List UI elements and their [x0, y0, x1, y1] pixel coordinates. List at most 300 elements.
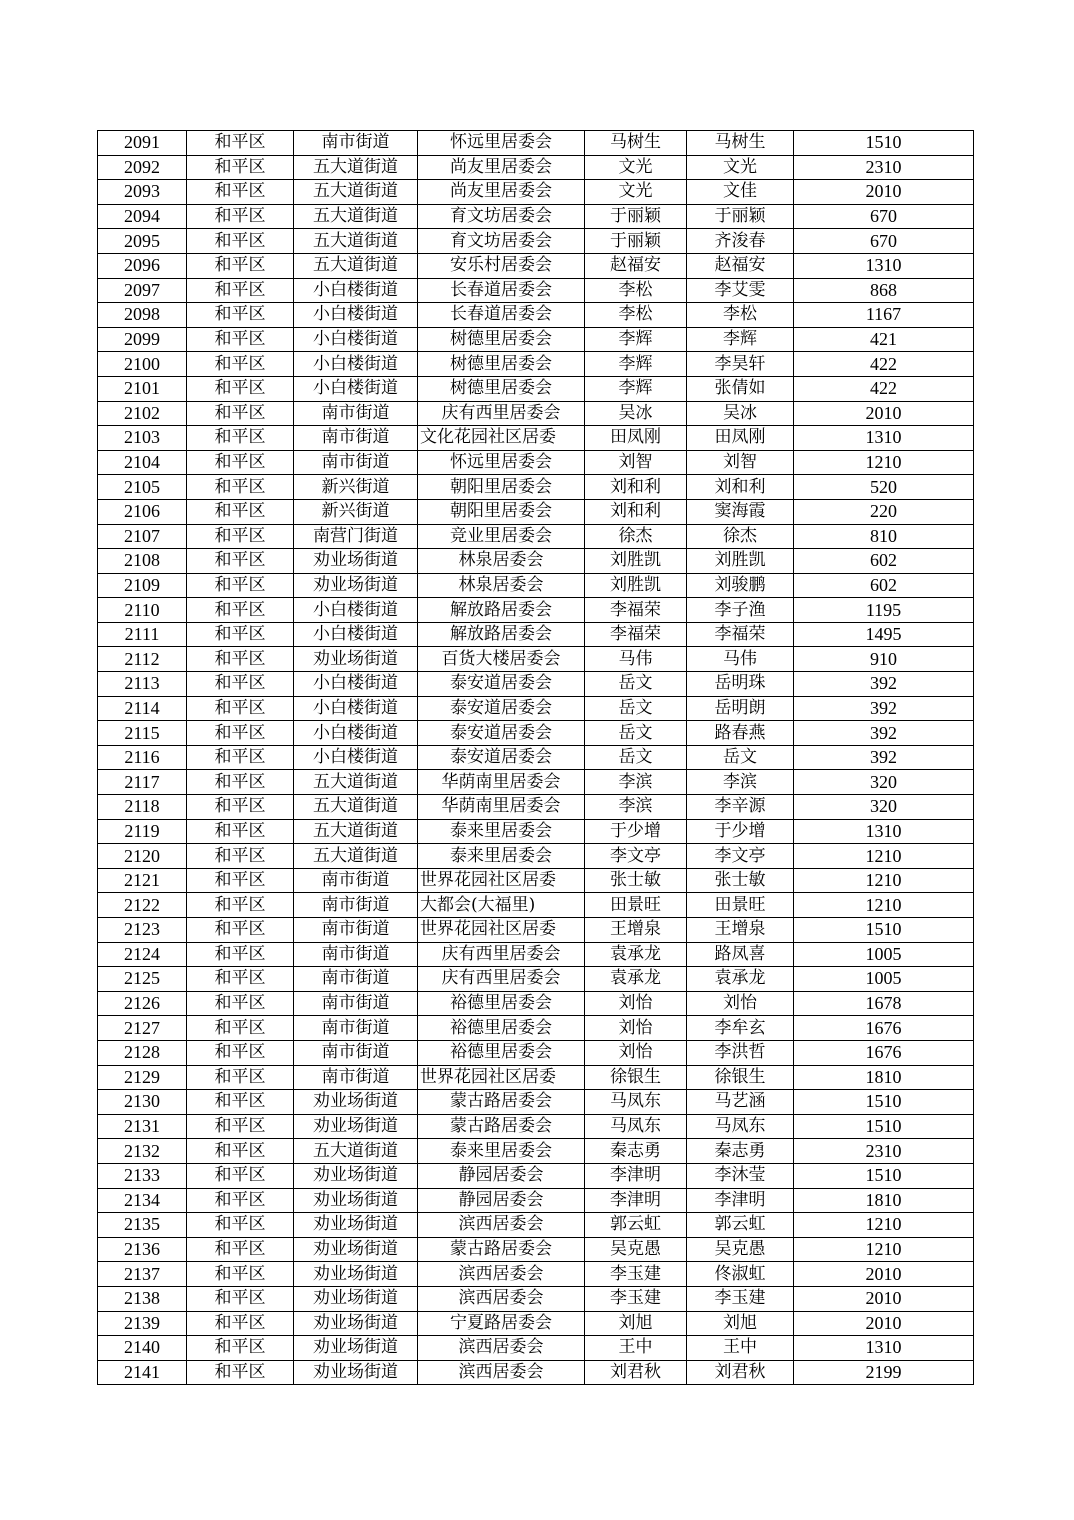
table-row: [98, 204, 974, 229]
row-number-cell: 2138: [98, 1286, 187, 1311]
district-cell: 和平区: [187, 868, 294, 893]
committee-cell: 尚友里居委会: [418, 155, 585, 180]
street-cell: 五大道街道: [294, 1139, 418, 1164]
applicant-cell: 李津明: [585, 1188, 687, 1213]
applicant-cell: 岳文: [585, 745, 687, 770]
district-cell: 和平区: [187, 1163, 294, 1188]
table-row: [98, 1213, 974, 1238]
committee-cell: 泰来里居委会: [418, 819, 585, 844]
member-cell: 田景旺: [687, 893, 794, 918]
street-cell: 劝业场街道: [294, 549, 418, 574]
table-row: [98, 598, 974, 623]
row-number-cell: 2137: [98, 1262, 187, 1287]
row-number-cell: 2131: [98, 1114, 187, 1139]
district-cell: 和平区: [187, 450, 294, 475]
row-number-cell: 2112: [98, 647, 187, 672]
amount-cell: 1167: [794, 303, 974, 328]
district-cell: 和平区: [187, 1090, 294, 1115]
committee-cell: 静园居委会: [418, 1188, 585, 1213]
street-cell: 南市街道: [294, 1016, 418, 1041]
committee-cell: 蒙古路居委会: [418, 1114, 585, 1139]
committee-cell: 朝阳里居委会: [418, 475, 585, 500]
amount-cell: 2010: [794, 1311, 974, 1336]
committee-cell: 滨西居委会: [418, 1262, 585, 1287]
amount-cell: 670: [794, 204, 974, 229]
applicant-cell: 刘胜凯: [585, 573, 687, 598]
applicant-cell: 岳文: [585, 696, 687, 721]
member-cell: 李沐莹: [687, 1163, 794, 1188]
committee-cell: 滨西居委会: [418, 1336, 585, 1361]
street-cell: 劝业场街道: [294, 573, 418, 598]
committee-cell: 怀远里居委会: [418, 450, 585, 475]
amount-cell: 320: [794, 795, 974, 820]
district-cell: 和平区: [187, 524, 294, 549]
table-row: [98, 795, 974, 820]
district-cell: 和平区: [187, 327, 294, 352]
row-number-cell: 2116: [98, 745, 187, 770]
row-number-cell: 2133: [98, 1163, 187, 1188]
table-row: [98, 376, 974, 401]
row-number-cell: 2106: [98, 499, 187, 524]
district-cell: 和平区: [187, 721, 294, 746]
row-number-cell: 2121: [98, 868, 187, 893]
member-cell: 王中: [687, 1336, 794, 1361]
committee-cell: 长春道居委会: [418, 278, 585, 303]
committee-cell: 林泉居委会: [418, 549, 585, 574]
amount-cell: 1210: [794, 1237, 974, 1262]
district-cell: 和平区: [187, 622, 294, 647]
row-number-cell: 2091: [98, 131, 187, 156]
table-row: [98, 1262, 974, 1287]
committee-cell: 怀远里居委会: [418, 131, 585, 156]
row-number-cell: 2129: [98, 1065, 187, 1090]
applicant-cell: 王中: [585, 1336, 687, 1361]
street-cell: 小白楼街道: [294, 745, 418, 770]
row-number-cell: 2139: [98, 1311, 187, 1336]
row-number-cell: 2110: [98, 598, 187, 623]
table-row: [98, 696, 974, 721]
district-cell: 和平区: [187, 1016, 294, 1041]
street-cell: 劝业场街道: [294, 1336, 418, 1361]
committee-cell: 长春道居委会: [418, 303, 585, 328]
amount-cell: 1510: [794, 1114, 974, 1139]
applicant-cell: 徐杰: [585, 524, 687, 549]
committee-cell: 泰安道居委会: [418, 745, 585, 770]
street-cell: 小白楼街道: [294, 721, 418, 746]
amount-cell: 220: [794, 499, 974, 524]
amount-cell: 1678: [794, 991, 974, 1016]
committee-cell: 宁夏路居委会: [418, 1311, 585, 1336]
amount-cell: 422: [794, 352, 974, 377]
street-cell: 南市街道: [294, 967, 418, 992]
table-row: [98, 893, 974, 918]
district-cell: 和平区: [187, 1286, 294, 1311]
street-cell: 小白楼街道: [294, 352, 418, 377]
street-cell: 五大道街道: [294, 844, 418, 869]
committee-cell: 树德里居委会: [418, 327, 585, 352]
amount-cell: 392: [794, 672, 974, 697]
amount-cell: 1210: [794, 450, 974, 475]
district-cell: 和平区: [187, 1114, 294, 1139]
street-cell: 小白楼街道: [294, 327, 418, 352]
applicant-cell: 于少增: [585, 819, 687, 844]
member-cell: 岳文: [687, 745, 794, 770]
table-row: [98, 770, 974, 795]
applicant-cell: 岳文: [585, 721, 687, 746]
applicant-cell: 马凤东: [585, 1090, 687, 1115]
applicant-cell: 吴冰: [585, 401, 687, 426]
committee-cell: 林泉居委会: [418, 573, 585, 598]
member-cell: 刘旭: [687, 1311, 794, 1336]
applicant-cell: 李玉建: [585, 1262, 687, 1287]
street-cell: 五大道街道: [294, 155, 418, 180]
member-cell: 齐浚春: [687, 229, 794, 254]
amount-cell: 2010: [794, 1286, 974, 1311]
applicant-cell: 田凤刚: [585, 426, 687, 451]
table-row: [98, 745, 974, 770]
district-cell: 和平区: [187, 204, 294, 229]
row-number-cell: 2107: [98, 524, 187, 549]
row-number-cell: 2126: [98, 991, 187, 1016]
amount-cell: 810: [794, 524, 974, 549]
row-number-cell: 2118: [98, 795, 187, 820]
committee-cell: 世界花园社区居委: [418, 1065, 585, 1090]
district-cell: 和平区: [187, 967, 294, 992]
member-cell: 文佳: [687, 180, 794, 205]
member-cell: 刘怡: [687, 991, 794, 1016]
applicant-cell: 刘怡: [585, 991, 687, 1016]
street-cell: 小白楼街道: [294, 672, 418, 697]
row-number-cell: 2124: [98, 942, 187, 967]
table-row: [98, 1163, 974, 1188]
amount-cell: 1005: [794, 967, 974, 992]
table-row: [98, 967, 974, 992]
committee-cell: 解放路居委会: [418, 622, 585, 647]
amount-cell: 2010: [794, 1262, 974, 1287]
district-cell: 和平区: [187, 180, 294, 205]
member-cell: 李松: [687, 303, 794, 328]
row-number-cell: 2108: [98, 549, 187, 574]
applicant-cell: 岳文: [585, 672, 687, 697]
member-cell: 李滨: [687, 770, 794, 795]
row-number-cell: 2109: [98, 573, 187, 598]
row-number-cell: 2113: [98, 672, 187, 697]
row-number-cell: 2123: [98, 918, 187, 943]
street-cell: 五大道街道: [294, 819, 418, 844]
district-cell: 和平区: [187, 155, 294, 180]
table-row: [98, 475, 974, 500]
applicant-cell: 马伟: [585, 647, 687, 672]
committee-cell: 竞业里居委会: [418, 524, 585, 549]
amount-cell: 1005: [794, 942, 974, 967]
amount-cell: 1310: [794, 1336, 974, 1361]
street-cell: 南市街道: [294, 450, 418, 475]
amount-cell: 670: [794, 229, 974, 254]
applicant-cell: 李辉: [585, 352, 687, 377]
committee-cell: 育文坊居委会: [418, 204, 585, 229]
amount-cell: 2010: [794, 401, 974, 426]
member-cell: 秦志勇: [687, 1139, 794, 1164]
applicant-cell: 吴克愚: [585, 1237, 687, 1262]
street-cell: 劝业场街道: [294, 1262, 418, 1287]
table-row: [98, 303, 974, 328]
committee-cell: 静园居委会: [418, 1163, 585, 1188]
street-cell: 劝业场街道: [294, 1188, 418, 1213]
district-cell: 和平区: [187, 672, 294, 697]
committee-cell: 育文坊居委会: [418, 229, 585, 254]
district-cell: 和平区: [187, 253, 294, 278]
row-number-cell: 2105: [98, 475, 187, 500]
district-cell: 和平区: [187, 647, 294, 672]
applicant-cell: 刘君秋: [585, 1360, 687, 1385]
table-row: [98, 229, 974, 254]
row-number-cell: 2099: [98, 327, 187, 352]
member-cell: 李艾雯: [687, 278, 794, 303]
committee-cell: 华荫南里居委会: [418, 770, 585, 795]
table-row: [98, 1286, 974, 1311]
table-row: [98, 426, 974, 451]
district-cell: 和平区: [187, 745, 294, 770]
member-cell: 袁承龙: [687, 967, 794, 992]
district-cell: 和平区: [187, 1213, 294, 1238]
applicant-cell: 马树生: [585, 131, 687, 156]
amount-cell: 1195: [794, 598, 974, 623]
applicant-cell: 文光: [585, 180, 687, 205]
street-cell: 劝业场街道: [294, 1163, 418, 1188]
amount-cell: 1510: [794, 1090, 974, 1115]
member-cell: 刘胜凯: [687, 549, 794, 574]
applicant-cell: 刘怡: [585, 1016, 687, 1041]
row-number-cell: 2119: [98, 819, 187, 844]
table-row: [98, 499, 974, 524]
table-row: [98, 672, 974, 697]
district-cell: 和平区: [187, 1360, 294, 1385]
table-row: [98, 991, 974, 1016]
member-cell: 刘智: [687, 450, 794, 475]
row-number-cell: 2132: [98, 1139, 187, 1164]
row-number-cell: 2115: [98, 721, 187, 746]
table-row: [98, 1065, 974, 1090]
amount-cell: 910: [794, 647, 974, 672]
committee-cell: 泰安道居委会: [418, 721, 585, 746]
district-cell: 和平区: [187, 1237, 294, 1262]
member-cell: 刘君秋: [687, 1360, 794, 1385]
applicant-cell: 刘和利: [585, 499, 687, 524]
committee-cell: 裕德里居委会: [418, 991, 585, 1016]
member-cell: 李文亭: [687, 844, 794, 869]
member-cell: 岳明珠: [687, 672, 794, 697]
row-number-cell: 2135: [98, 1213, 187, 1238]
row-number-cell: 2101: [98, 376, 187, 401]
amount-cell: 602: [794, 549, 974, 574]
street-cell: 南市街道: [294, 991, 418, 1016]
amount-cell: 2199: [794, 1360, 974, 1385]
amount-cell: 520: [794, 475, 974, 500]
applicant-cell: 刘智: [585, 450, 687, 475]
district-cell: 和平区: [187, 1040, 294, 1065]
district-cell: 和平区: [187, 573, 294, 598]
table-row: [98, 131, 974, 156]
committee-cell: 庆有西里居委会: [418, 942, 585, 967]
district-cell: 和平区: [187, 598, 294, 623]
table-row: [98, 352, 974, 377]
applicant-cell: 刘旭: [585, 1311, 687, 1336]
street-cell: 劝业场街道: [294, 647, 418, 672]
member-cell: 刘骏鹏: [687, 573, 794, 598]
applicant-cell: 李滨: [585, 770, 687, 795]
applicant-cell: 田景旺: [585, 893, 687, 918]
district-cell: 和平区: [187, 376, 294, 401]
street-cell: 小白楼街道: [294, 622, 418, 647]
applicant-cell: 徐银生: [585, 1065, 687, 1090]
member-cell: 李玉建: [687, 1286, 794, 1311]
member-cell: 佟淑虹: [687, 1262, 794, 1287]
applicant-cell: 李津明: [585, 1163, 687, 1188]
amount-cell: 1210: [794, 893, 974, 918]
table-row: [98, 1311, 974, 1336]
row-number-cell: 2130: [98, 1090, 187, 1115]
table-row: [98, 1188, 974, 1213]
district-cell: 和平区: [187, 229, 294, 254]
street-cell: 劝业场街道: [294, 1090, 418, 1115]
street-cell: 五大道街道: [294, 229, 418, 254]
amount-cell: 320: [794, 770, 974, 795]
applicant-cell: 张士敏: [585, 868, 687, 893]
table-row: [98, 1016, 974, 1041]
street-cell: 劝业场街道: [294, 1237, 418, 1262]
street-cell: 南市街道: [294, 1040, 418, 1065]
member-cell: 马伟: [687, 647, 794, 672]
table-row: [98, 868, 974, 893]
member-cell: 赵福安: [687, 253, 794, 278]
applicant-cell: 李松: [585, 278, 687, 303]
amount-cell: 1676: [794, 1040, 974, 1065]
district-cell: 和平区: [187, 1188, 294, 1213]
member-cell: 徐杰: [687, 524, 794, 549]
district-cell: 和平区: [187, 942, 294, 967]
applicant-cell: 刘怡: [585, 1040, 687, 1065]
row-number-cell: 2114: [98, 696, 187, 721]
amount-cell: 1510: [794, 131, 974, 156]
row-number-cell: 2128: [98, 1040, 187, 1065]
member-cell: 张倩如: [687, 376, 794, 401]
street-cell: 南市街道: [294, 426, 418, 451]
committee-cell: 蒙古路居委会: [418, 1237, 585, 1262]
district-cell: 和平区: [187, 844, 294, 869]
committee-cell: 大都会(大福里): [418, 893, 585, 918]
district-cell: 和平区: [187, 696, 294, 721]
applicant-cell: 马凤东: [585, 1114, 687, 1139]
row-number-cell: 2104: [98, 450, 187, 475]
committee-cell: 世界花园社区居委: [418, 868, 585, 893]
member-cell: 李子渔: [687, 598, 794, 623]
table-row: [98, 844, 974, 869]
row-number-cell: 2097: [98, 278, 187, 303]
committee-cell: 泰来里居委会: [418, 1139, 585, 1164]
committee-cell: 文化花园社区居委: [418, 426, 585, 451]
table-row: [98, 1360, 974, 1385]
table-row: [98, 918, 974, 943]
row-number-cell: 2093: [98, 180, 187, 205]
district-cell: 和平区: [187, 352, 294, 377]
table-row: [98, 327, 974, 352]
table-row: [98, 721, 974, 746]
data-table: [97, 130, 974, 1385]
street-cell: 新兴街道: [294, 475, 418, 500]
amount-cell: 2010: [794, 180, 974, 205]
amount-cell: 1495: [794, 622, 974, 647]
street-cell: 五大道街道: [294, 770, 418, 795]
district-cell: 和平区: [187, 426, 294, 451]
row-number-cell: 2092: [98, 155, 187, 180]
member-cell: 岳明朗: [687, 696, 794, 721]
street-cell: 南市街道: [294, 918, 418, 943]
applicant-cell: 李松: [585, 303, 687, 328]
committee-cell: 蒙古路居委会: [418, 1090, 585, 1115]
row-number-cell: 2122: [98, 893, 187, 918]
member-cell: 马艺涵: [687, 1090, 794, 1115]
amount-cell: 1210: [794, 868, 974, 893]
committee-cell: 滨西居委会: [418, 1286, 585, 1311]
district-cell: 和平区: [187, 303, 294, 328]
amount-cell: 1310: [794, 819, 974, 844]
street-cell: 新兴街道: [294, 499, 418, 524]
street-cell: 南市街道: [294, 868, 418, 893]
applicant-cell: 袁承龙: [585, 967, 687, 992]
row-number-cell: 2134: [98, 1188, 187, 1213]
amount-cell: 868: [794, 278, 974, 303]
street-cell: 劝业场街道: [294, 1286, 418, 1311]
street-cell: 小白楼街道: [294, 303, 418, 328]
table-row: [98, 942, 974, 967]
table-row: [98, 1237, 974, 1262]
amount-cell: 1210: [794, 1213, 974, 1238]
district-cell: 和平区: [187, 1065, 294, 1090]
street-cell: 南市街道: [294, 401, 418, 426]
amount-cell: 392: [794, 696, 974, 721]
row-number-cell: 2098: [98, 303, 187, 328]
applicant-cell: 刘和利: [585, 475, 687, 500]
row-number-cell: 2102: [98, 401, 187, 426]
applicant-cell: 李文亭: [585, 844, 687, 869]
street-cell: 南市街道: [294, 131, 418, 156]
row-number-cell: 2096: [98, 253, 187, 278]
district-cell: 和平区: [187, 770, 294, 795]
member-cell: 马树生: [687, 131, 794, 156]
member-cell: 李津明: [687, 1188, 794, 1213]
member-cell: 马凤东: [687, 1114, 794, 1139]
table-row: [98, 180, 974, 205]
table-row: [98, 549, 974, 574]
applicant-cell: 刘胜凯: [585, 549, 687, 574]
amount-cell: 1810: [794, 1188, 974, 1213]
district-cell: 和平区: [187, 401, 294, 426]
street-cell: 小白楼街道: [294, 598, 418, 623]
street-cell: 劝业场街道: [294, 1360, 418, 1385]
committee-cell: 庆有西里居委会: [418, 401, 585, 426]
street-cell: 小白楼街道: [294, 278, 418, 303]
member-cell: 徐银生: [687, 1065, 794, 1090]
table-row: [98, 253, 974, 278]
street-cell: 劝业场街道: [294, 1114, 418, 1139]
committee-cell: 树德里居委会: [418, 376, 585, 401]
district-cell: 和平区: [187, 819, 294, 844]
table-row: [98, 450, 974, 475]
district-cell: 和平区: [187, 1311, 294, 1336]
applicant-cell: 王增泉: [585, 918, 687, 943]
street-cell: 劝业场街道: [294, 1213, 418, 1238]
street-cell: 小白楼街道: [294, 696, 418, 721]
